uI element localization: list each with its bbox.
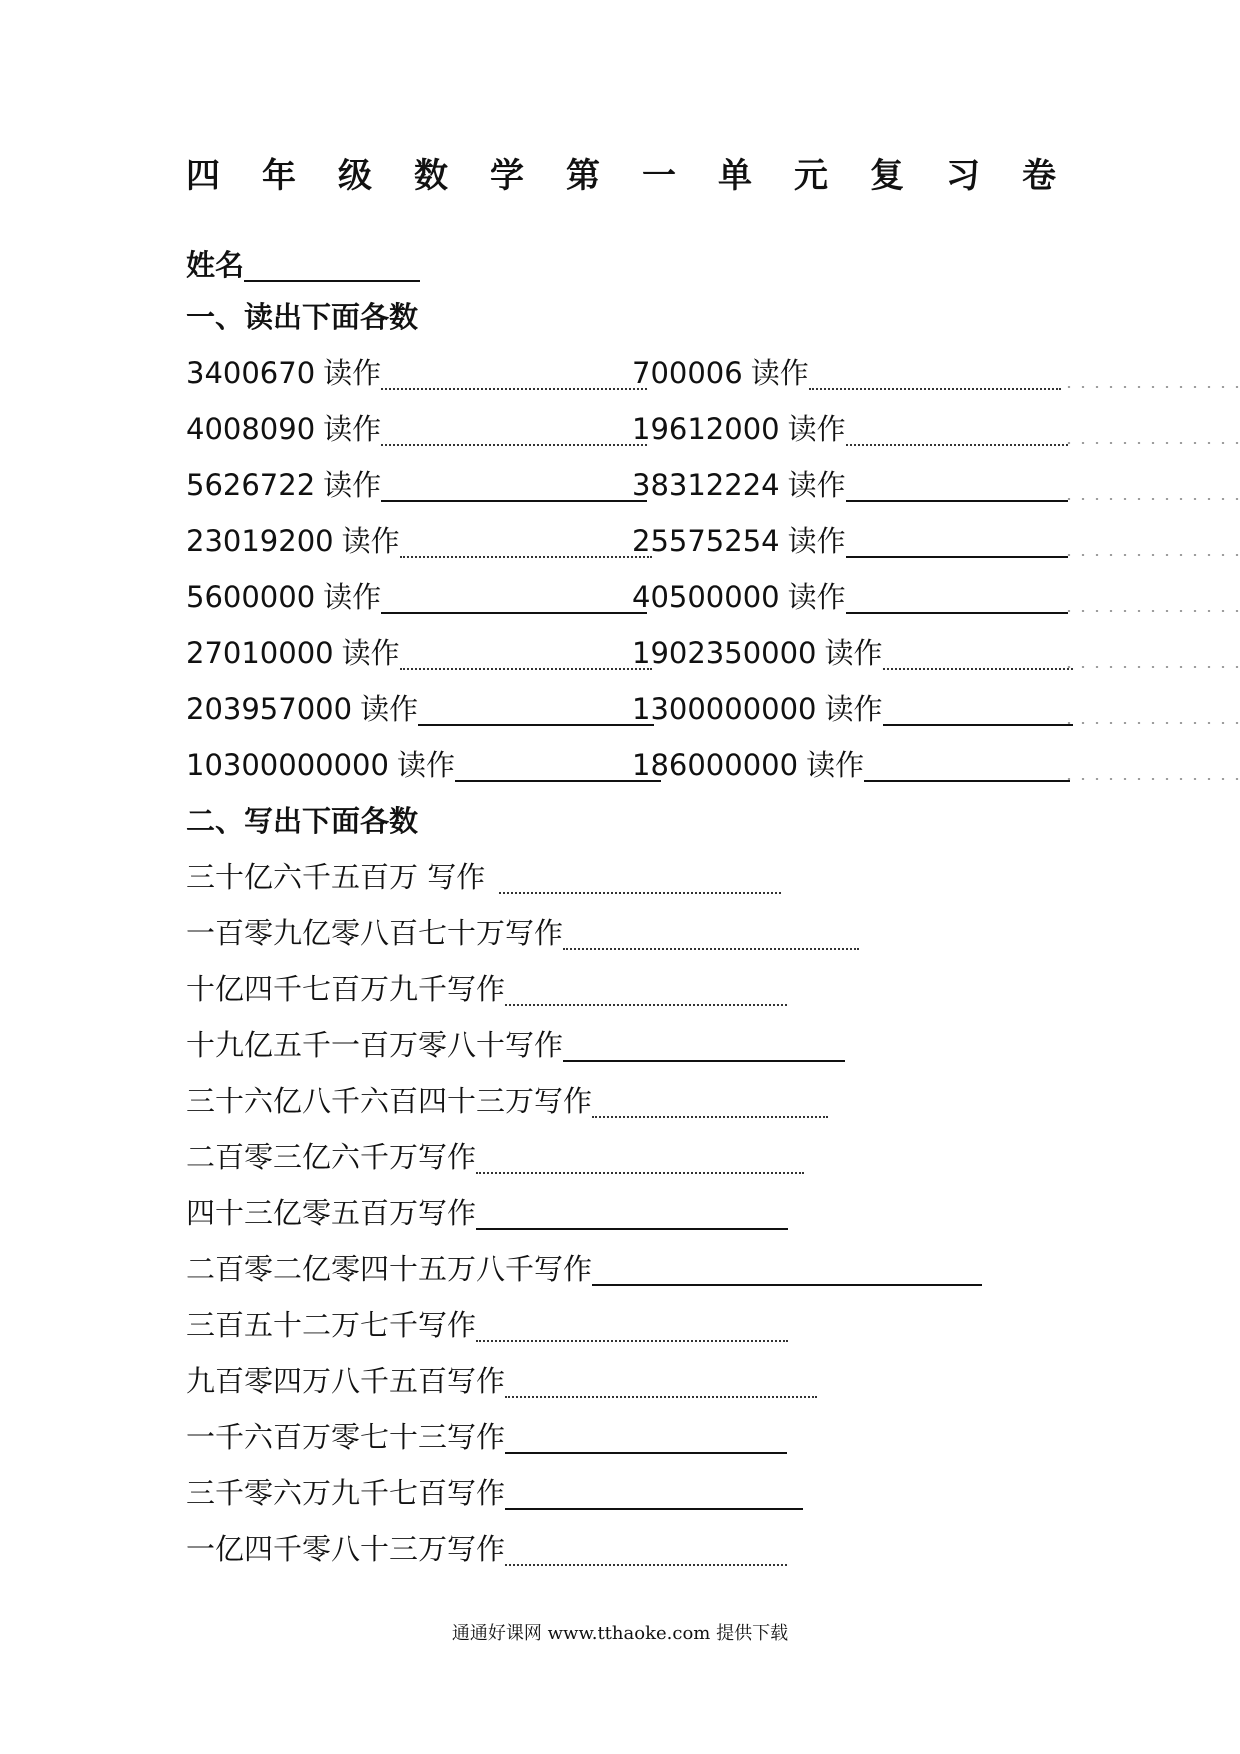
number-value: 3400670 [186,356,316,390]
title-char: 四 [186,156,220,196]
answer-blank[interactable] [505,1478,803,1510]
read-label: 读作 [750,356,809,390]
write-prompt: 二百零三亿六千万写作 [186,1140,477,1174]
write-prompt: 一千六百万零七十三写作 [186,1420,506,1454]
number-value: 1902350000 [632,636,817,670]
title-char: 卷 [1022,156,1056,196]
read-row [186,634,1046,672]
read-label: 读作 [323,468,382,502]
dotted-guide [1062,722,1240,724]
answer-blank[interactable] [476,1142,804,1174]
read-label: 读作 [787,580,846,614]
section1-heading: 一、读出下面各数 [186,300,419,334]
dotted-guide [1062,666,1240,668]
answer-blank[interactable] [846,526,1068,558]
answer-blank[interactable] [381,358,647,390]
read-row [186,578,1046,616]
answer-blank[interactable] [400,638,652,670]
number-value: 23019200 [186,524,334,558]
title-char: 级 [338,156,372,196]
title-char: 学 [490,156,524,196]
answer-blank[interactable] [505,974,787,1006]
number-value: 19612000 [632,412,780,446]
answer-blank[interactable] [846,470,1068,502]
title-char: 年 [262,156,296,196]
read-label: 读作 [396,748,455,782]
write-prompt: 三百五十二万七千写作 [186,1308,477,1342]
number-value: 5600000 [186,580,316,614]
answer-blank[interactable] [455,750,661,782]
read-label: 读作 [806,748,865,782]
answer-blank[interactable] [592,1086,828,1118]
dotted-guide [1062,442,1240,444]
read-label: 读作 [360,692,419,726]
read-row [186,354,1046,392]
write-prompt: 十亿四千七百万九千写作 [186,972,506,1006]
read-label: 读作 [323,412,382,446]
section2-heading: 二、写出下面各数 [186,804,419,838]
write-row [186,1418,787,1456]
answer-blank[interactable] [883,638,1073,670]
title-char: 数 [414,156,448,196]
write-row [186,1530,787,1568]
answer-blank[interactable] [476,1198,788,1230]
title-char: 一 [642,156,676,196]
number-value: 10300000000 [186,748,389,782]
answer-blank[interactable] [476,1310,788,1342]
write-prompt: 二百零二亿零四十五万八千写作 [186,1252,593,1286]
write-prompt: 三千零六万九千七百写作 [186,1476,506,1510]
answer-blank[interactable] [505,1422,787,1454]
read-label: 读作 [787,468,846,502]
title-char: 第 [566,156,600,196]
read-row [186,746,1046,784]
answer-blank[interactable] [846,582,1068,614]
page-title [186,156,1056,196]
answer-blank[interactable] [381,470,647,502]
answer-blank[interactable] [381,582,647,614]
answer-blank[interactable] [505,1366,817,1398]
answer-blank[interactable] [846,414,1068,446]
read-label: 读作 [824,636,883,670]
name-blank[interactable] [244,250,420,282]
answer-blank[interactable] [400,526,652,558]
number-value: 1300000000 [632,692,817,726]
number-value: 38312224 [632,468,780,502]
number-value: 5626722 [186,468,316,502]
read-label: 读作 [787,524,846,558]
dotted-guide [1062,386,1240,388]
number-value: 40500000 [632,580,780,614]
write-row [186,1194,788,1232]
write-row [186,1026,845,1064]
write-prompt: 一亿四千零八十三万写作 [186,1532,506,1566]
write-prompt: 一百零九亿零八百七十万写作 [186,916,564,950]
write-row [186,1138,804,1176]
read-label: 读作 [341,524,400,558]
read-label: 读作 [323,356,382,390]
read-label: 读作 [824,692,883,726]
read-label: 读作 [341,636,400,670]
write-prompt: 三十六亿八千六百四十三万写作 [186,1084,593,1118]
write-row [186,858,781,896]
read-label: 读作 [787,412,846,446]
dotted-guide [1062,554,1240,556]
number-value: 700006 [632,356,743,390]
number-value: 27010000 [186,636,334,670]
answer-blank[interactable] [381,414,647,446]
answer-blank[interactable] [563,1030,845,1062]
read-row [186,466,1046,504]
write-prompt: 九百零四万八千五百写作 [186,1364,506,1398]
dotted-guide [1062,498,1240,500]
footer-credit: 通通好课网 www.tthaoke.com 提供下载 [451,1623,789,1644]
name-label: 姓名 [186,248,245,282]
write-row [186,1474,803,1512]
number-value: 203957000 [186,692,353,726]
answer-blank[interactable] [499,862,781,894]
title-char: 单 [718,156,752,196]
write-prompt: 三十亿六千五百万 写作 [186,860,486,894]
title-char: 习 [946,156,980,196]
number-value: 4008090 [186,412,316,446]
title-char: 元 [794,156,828,196]
number-value: 25575254 [632,524,780,558]
answer-blank[interactable] [883,694,1073,726]
title-char: 复 [870,156,904,196]
read-row [186,522,1046,560]
answer-blank[interactable] [809,358,1061,390]
write-prompt: 十九亿五千一百万零八十写作 [186,1028,564,1062]
write-row [186,1082,828,1120]
write-row [186,1306,788,1344]
write-row [186,1250,982,1288]
read-row [186,690,1046,728]
answer-blank[interactable] [418,694,654,726]
read-label: 读作 [323,580,382,614]
write-row [186,1362,817,1400]
answer-blank[interactable] [864,750,1070,782]
answer-blank[interactable] [505,1534,787,1566]
write-row [186,914,859,952]
answer-blank[interactable] [592,1254,982,1286]
name-row [186,246,420,284]
write-row [186,970,787,1008]
write-prompt: 四十三亿零五百万写作 [186,1196,477,1230]
read-row [186,410,1046,448]
answer-blank[interactable] [563,918,859,950]
dotted-guide [1062,610,1240,612]
number-value: 186000000 [632,748,799,782]
dotted-guide [1062,778,1240,780]
